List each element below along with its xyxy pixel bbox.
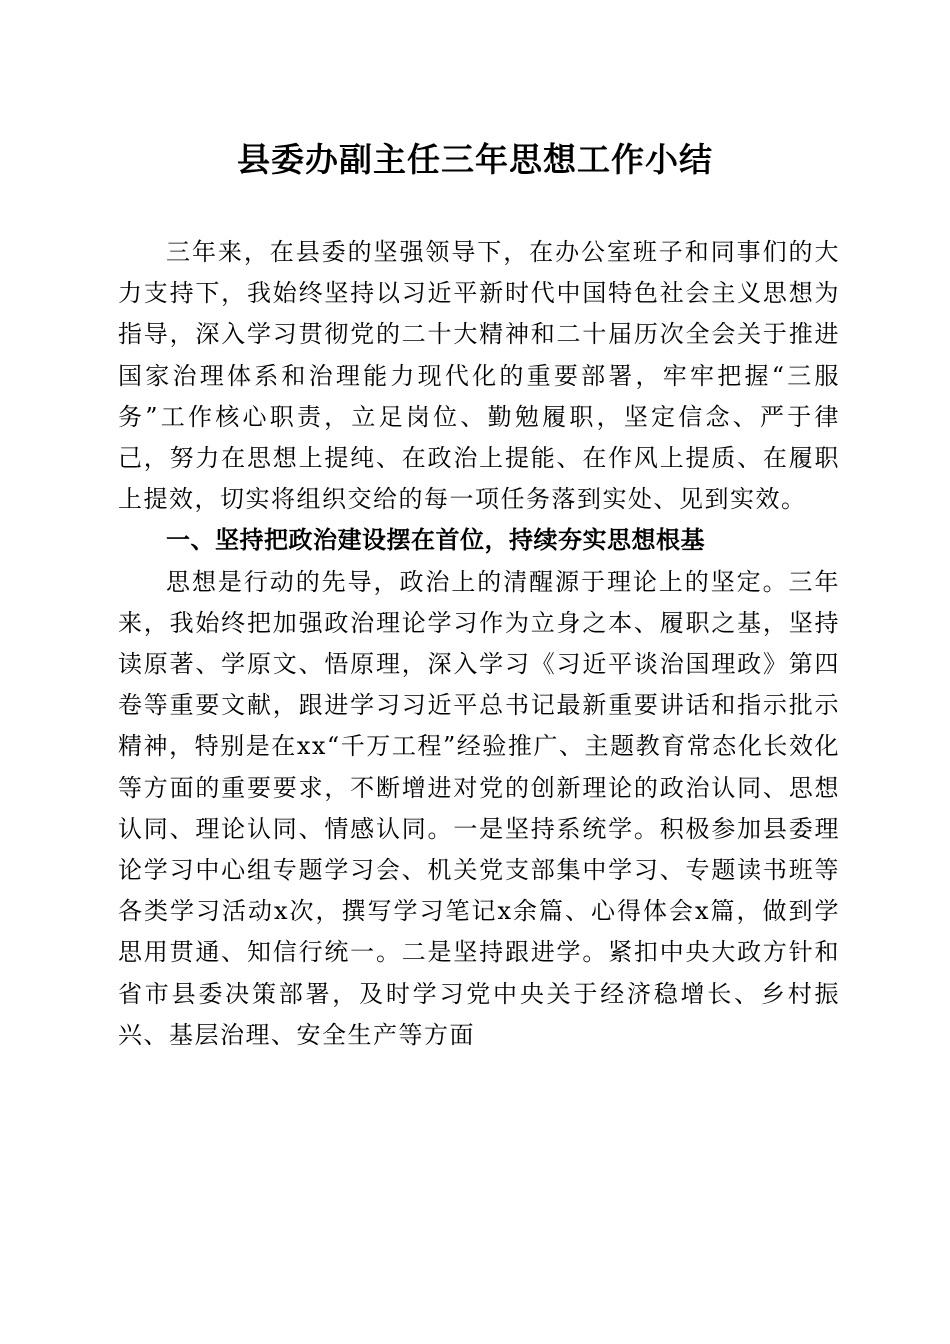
section-1-heading: 一、坚持把政治建设摆在首位，持续夯实思想根基 — [166, 526, 705, 555]
section-1-paragraph: 思想是行动的先导，政治上的清醒源于理论上的坚定。三年来，我始终把加强政治理论学习作为立身之本、履职之基，坚持读原著、学原文、悟原理，深入学习《习近平谈治国理政》第四卷等重要文献，跟进学习习近平总书记最新重要讲话和指示批示精神，特别是在xx“千万工程”经验推广、主题教育常态化长效化等方面的重要要求，不断增进对党的创新理论的政治认同、思想认同、理论认同、情感认同。一是坚持系统学。积极参加县委理论学习中心组专题学习会、机关党支部集中学习、专题读书班等各类学习活动x次，撰写学习笔记x余篇、心得体会x篇，做到学思用贯通、知信行统一。二是坚持跟进学。紧扣中央大政方针和省市县委决策部署，及时学习党中央关于经济稳增长、乡村振兴、基层治理、安全生产等方面 — [118, 567, 840, 1049]
document-body — [118, 232, 840, 1056]
document-title: 县委办副主任三年思想工作小结 — [237, 140, 713, 179]
intro-paragraph: 三年来，在县委的坚强领导下，在办公室班子和同事们的大力支持下，我始终坚持以习近平新时代中国特色社会主义思想为指导，深入学习贯彻党的二十大精神和二十届历次全会关于推进国家治理体系和治理能力现代化的重要部署，牢牢把握“三服务”工作核心职责，立足岗位、勤勉履职，坚定信念、严于律己，努力在思想上提纯、在政治上提能、在作风上提质、在履职上提效，切实将组织交给的每一项任务落到实处、见到实效。 — [118, 238, 840, 514]
